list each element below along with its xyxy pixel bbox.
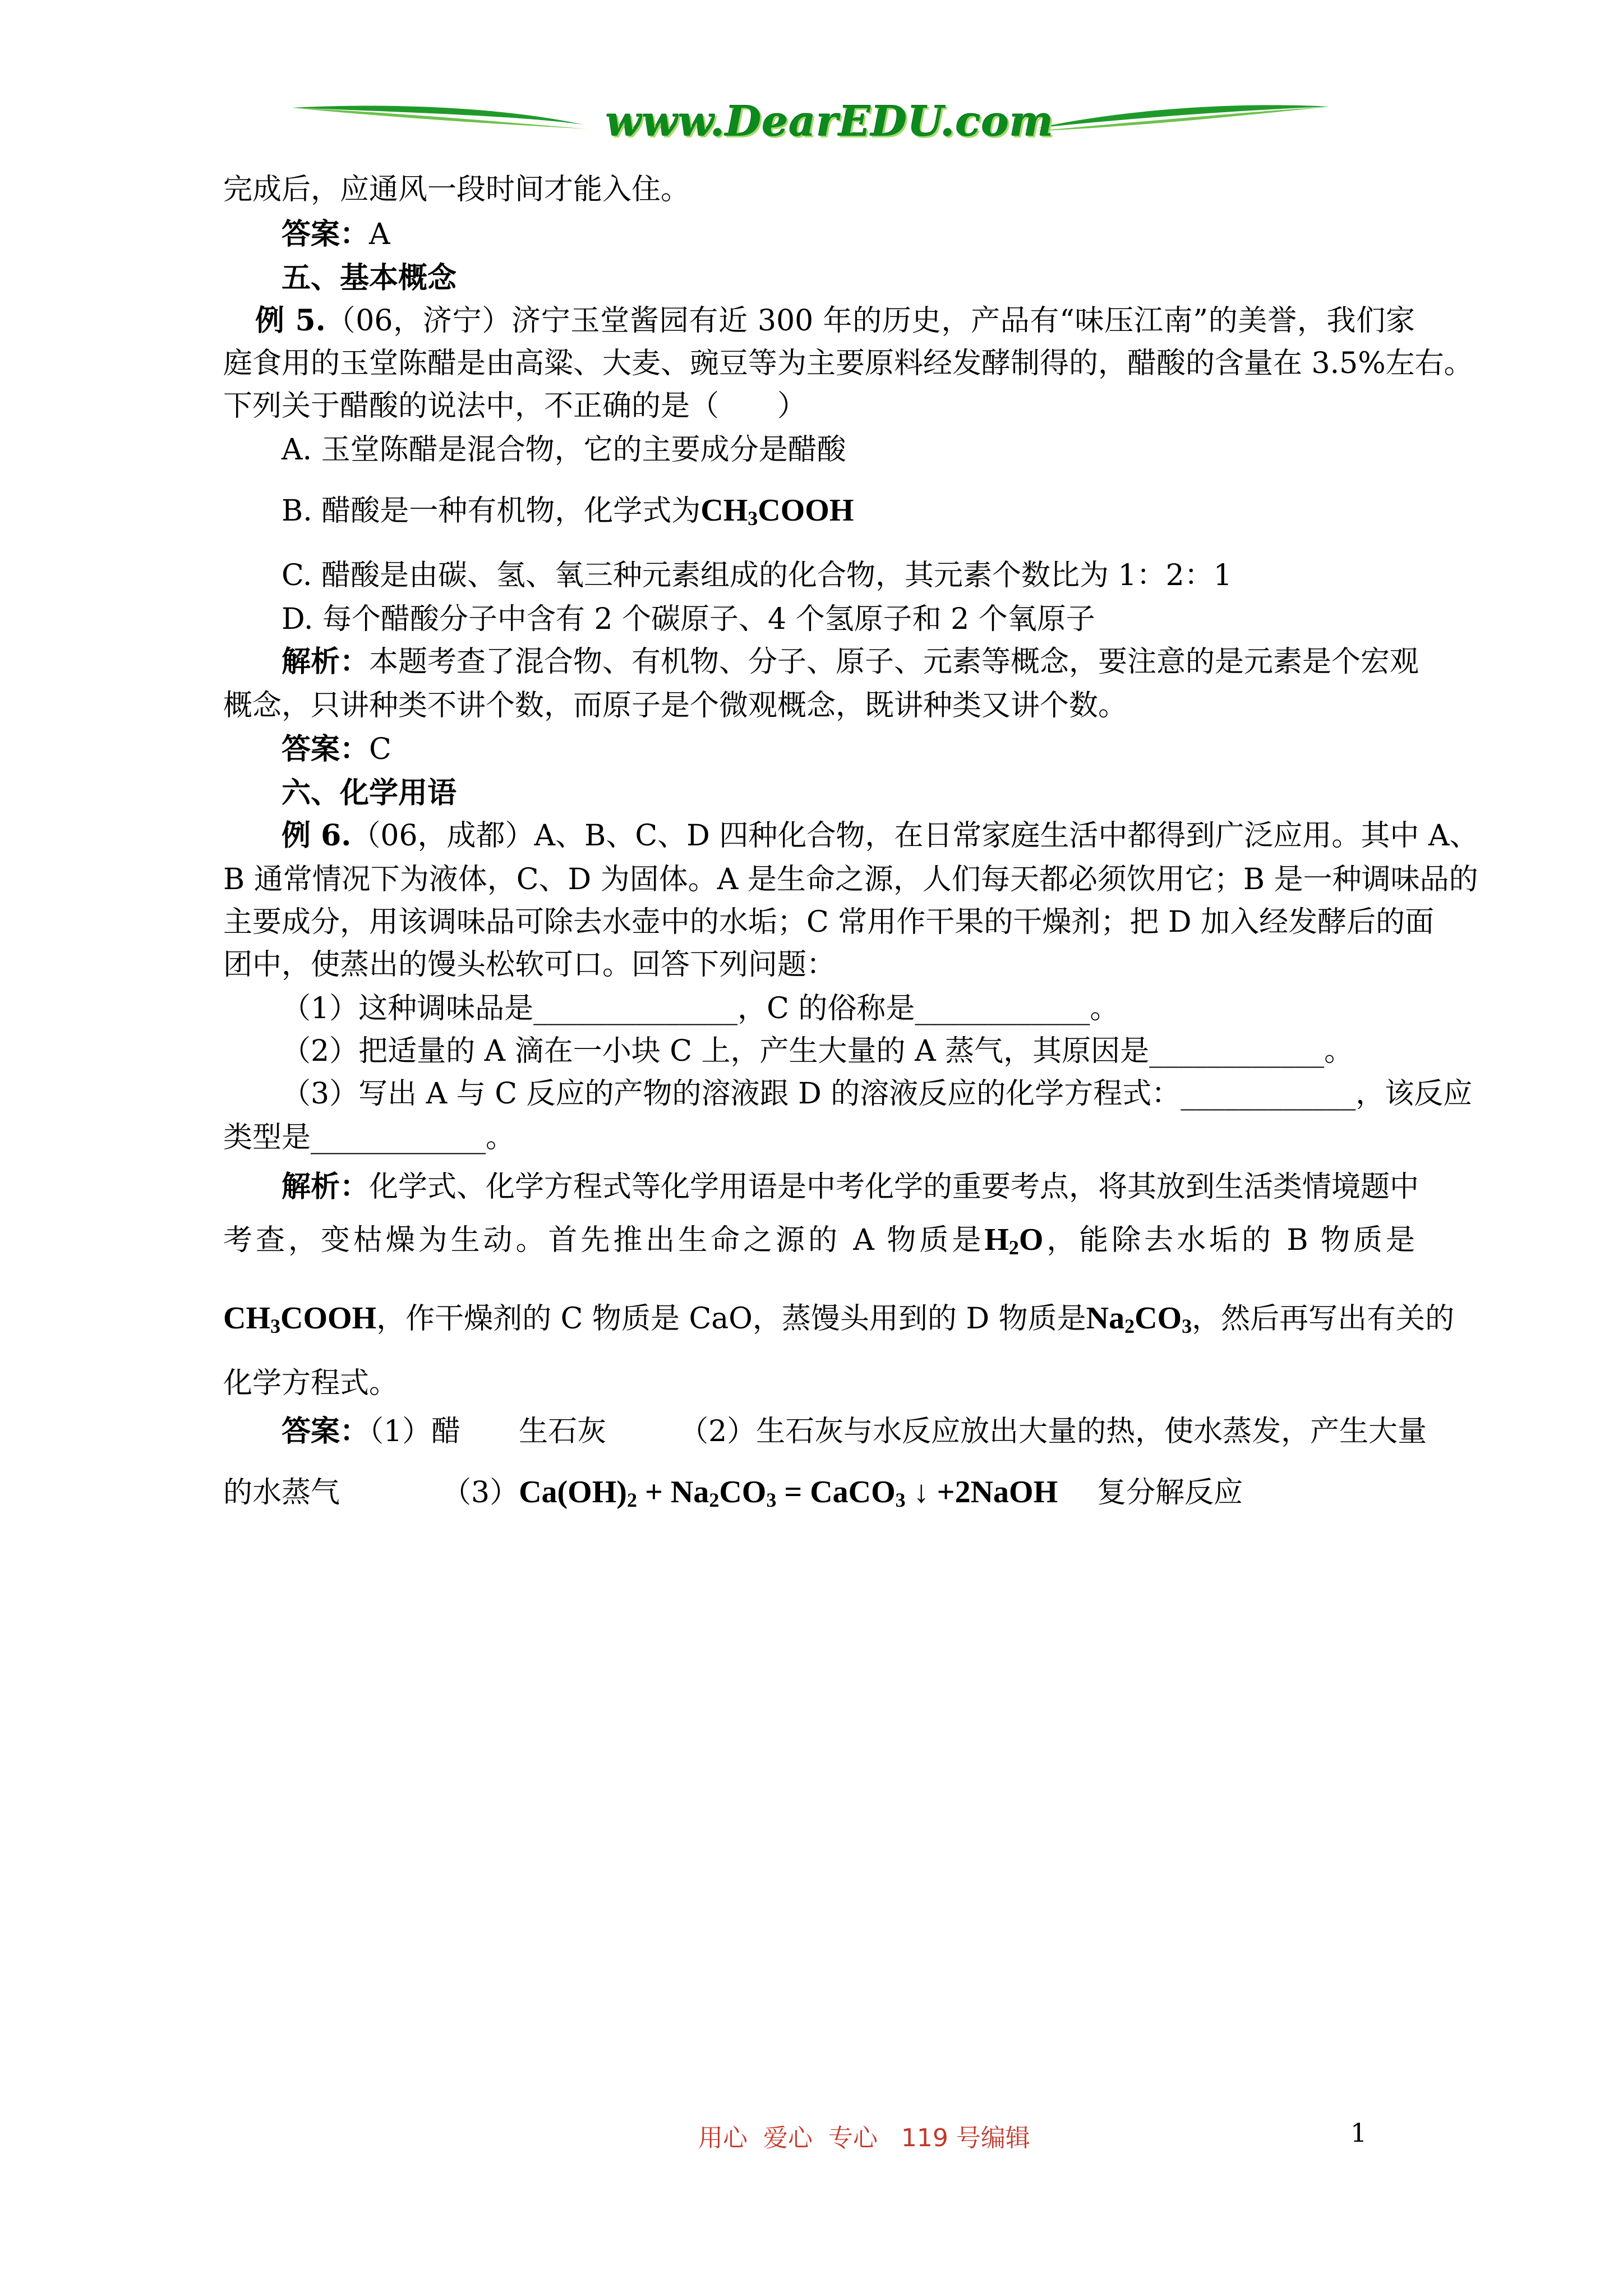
- text-line: 庭食用的玉堂陈醋是由高粱、大麦、豌豆等为主要原料经发酵制得的，醋酸的含量在 3.5%左右。: [223, 347, 1473, 380]
- option-a: A. 玉堂陈醋是混合物，它的主要成分是醋酸: [282, 433, 846, 467]
- question-3: （3）写出 A 与 C 反应的产物的溶液跟 D 的溶液反应的化学方程式：____________，该反应: [282, 1077, 1473, 1111]
- section-heading: 五、基本概念: [282, 261, 457, 295]
- example-line: 例 6.（06，成都）A、B、C、D 四种化合物，在日常家庭生活中都得到广泛应用。其中 A、: [282, 818, 1479, 853]
- section-heading: 六、化学用语: [282, 776, 457, 810]
- text-line: 团中，使蒸出的馒头松软可口。回答下列问题：: [223, 948, 836, 982]
- text-line: 主要成分，用该调味品可除去水壶中的水垢；C 常用作干果的干燥剂；把 D 加入经发酵后的面: [223, 905, 1435, 939]
- option-b: B. 醋酸是一种有机物，化学式为$CH_3COOH$: [282, 493, 854, 530]
- text-line: 考查，变枯燥为生动。首先推出生命之源的 A 物质是$H_2O$，能除去水垢的 B 物质是: [223, 1222, 1415, 1259]
- equation-line: 的水蒸气 $(3)Ca(OH)_2 + Na_2CO_3$ = CaCO$_3$ ↓ +2NaOH 复分解反应: [223, 1475, 1243, 1511]
- answer-line: 答案：A: [282, 217, 390, 251]
- text-line: 类型是____________。: [223, 1121, 515, 1154]
- text-line: B 通常情况下为液体，C、D 为固体。A 是生命之源，人们每天都必须饮用它；B 是一种调味品的: [223, 863, 1478, 896]
- option-c: C. 醋酸是由碳、氢、氧三种元素组成的化合物，其元素个数比为 1：2：1: [282, 559, 1232, 592]
- answer-line: 答案：（1）醋 生石灰 （2）生石灰与水反应放出大量的热，使水蒸发，产生大量: [282, 1414, 1427, 1448]
- analysis-line: 解析：本题考查了混合物、有机物、分子、原子、元素等概念，要注意的是元素是个宏观: [282, 645, 1419, 679]
- question-1: （1）这种调味品是______________，C 的俗称是____________。: [282, 992, 1119, 1025]
- answer-line: 答案：C: [282, 732, 391, 766]
- text-line: 化学方程式。: [223, 1366, 399, 1400]
- example-line: 例 5.（06，济宁）济宁玉堂酱园有近 300 年的历史，产品有“味压江南”的美誉，我们家: [255, 303, 1415, 338]
- text-line: 概念，只讲种类不讲个数，而原子是个微观概念，既讲种类又讲个数。: [223, 689, 1128, 723]
- text-line: 下列关于醋酸的说法中，不正确的是（ ）: [223, 389, 807, 423]
- footer-text: 用心 爱心 专心 119 号编辑: [698, 2124, 1030, 2152]
- question-2: （2）把适量的 A 滴在一小块 C 上，产生大量的 A 蒸气，其原因是____________。: [282, 1034, 1354, 1068]
- analysis-line: 解析：化学式、化学方程式等化学用语是中考化学的重要考点，将其放到生活类情境题中: [282, 1170, 1419, 1204]
- site-header: [292, 95, 1329, 157]
- text-line: 完成后，应通风一段时间才能入住。: [223, 173, 690, 206]
- text-line: $CH_3COOH$，作干燥剂的 C 物质是 CaO，蒸馒头用到的 D 物质是$Na_2CO_3$，然后再写出有关的: [223, 1301, 1455, 1337]
- option-d: D. 每个醋酸分子中含有 2 个碳原子、4 个氢原子和 2 个氧原子: [282, 602, 1095, 636]
- page-number: 1: [1350, 2118, 1367, 2148]
- chemical-equation: $Ca(OH)_2 + Na_2CO_3$ = CaCO$_3$ ↓ +2NaOH: [519, 1475, 1058, 1511]
- site-title[interactable]: www.DearEDU.com: [606, 98, 1054, 146]
